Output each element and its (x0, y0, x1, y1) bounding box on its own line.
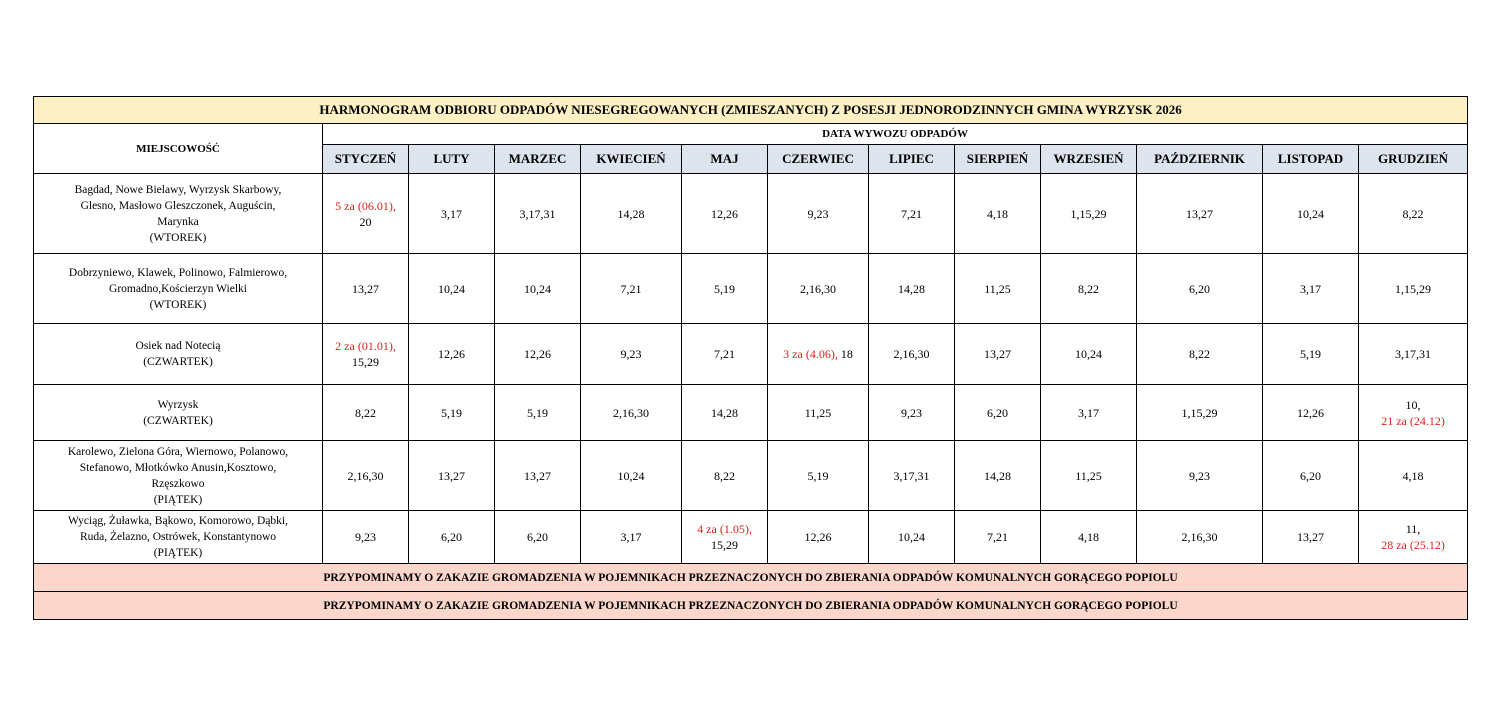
date-cell-jun: 5,19 (768, 441, 869, 511)
location-line: Karolewo, Zielona Góra, Wiernowo, Polanowo, (67, 445, 289, 458)
pickup-dates: 11, (1405, 522, 1421, 536)
month-header-mar: MARZEC (495, 145, 581, 174)
date-cell-nov: 12,26 (1263, 385, 1359, 441)
rescheduled-date: 28 za (25.12) (1381, 538, 1445, 552)
footer-row (34, 592, 1468, 620)
location-weekday: (PIĄTEK) (153, 493, 203, 506)
date-cell-mar: 3,17,31 (495, 174, 581, 254)
location-line: Gromadno,Kościerzyn Wielki (109, 282, 247, 295)
date-column-header: DATA WYWOZU ODPADÓW (323, 124, 1468, 145)
date-header-row (34, 124, 1468, 145)
rescheduled-date: 21 za (24.12) (1381, 413, 1445, 428)
date-cell-mar: 10,24 (495, 254, 581, 324)
pickup-dates: 18 (837, 347, 853, 361)
table-row (34, 324, 1468, 385)
title-row (34, 97, 1468, 124)
date-cell-oct: 6,20 (1137, 254, 1263, 324)
date-cell-oct: 13,27 (1137, 174, 1263, 254)
date-cell-jul: 14,28 (869, 254, 955, 324)
location-line: Wyciąg, Żuławka, Bąkowo, Komorowo, Dąbki, (68, 515, 288, 527)
date-cell-aug: 11,25 (955, 254, 1041, 324)
date-cell-may: 14,28 (682, 385, 768, 441)
location-line: Osiek nad Notecią (135, 340, 221, 352)
date-cell-mar: 12,26 (495, 324, 581, 385)
date-cell-feb: 10,24 (409, 254, 495, 324)
month-header-nov: LISTOPAD (1263, 145, 1359, 174)
location-cell (34, 324, 323, 385)
month-header-oct: PAŹDZIERNIK (1137, 145, 1263, 174)
date-cell-aug: 4,18 (955, 174, 1041, 254)
month-header-dec: GRUDZIEŃ (1359, 145, 1468, 174)
date-cell-jan (323, 174, 409, 254)
date-cell-dec (1359, 385, 1468, 441)
location-weekday: (WTOREK) (149, 231, 207, 244)
date-cell-dec (1359, 511, 1468, 564)
date-cell-jul: 7,21 (869, 174, 955, 254)
date-cell-sep: 4,18 (1041, 511, 1137, 564)
date-cell-aug: 14,28 (955, 441, 1041, 511)
location-weekday: (WTOREK) (149, 298, 207, 311)
date-cell-mar: 6,20 (495, 511, 581, 564)
date-cell-jul: 3,17,31 (869, 441, 955, 511)
date-cell-apr: 10,24 (581, 441, 682, 511)
location-cell (34, 254, 323, 324)
date-cell-oct: 9,23 (1137, 441, 1263, 511)
date-cell-dec: 8,22 (1359, 174, 1468, 254)
month-header-jan: STYCZEŃ (323, 145, 409, 174)
pickup-dates: 15,29 (352, 355, 379, 369)
date-cell-feb: 6,20 (409, 511, 495, 564)
table-row (34, 174, 1468, 254)
date-cell-jul: 2,16,30 (869, 324, 955, 385)
date-cell-dec: 3,17,31 (1359, 324, 1468, 385)
date-cell-dec: 4,18 (1359, 441, 1468, 511)
month-header-feb: LUTY (409, 145, 495, 174)
date-cell-jun: 2,16,30 (768, 254, 869, 324)
location-line: Rzęszkowo (151, 477, 205, 490)
date-cell-aug: 6,20 (955, 385, 1041, 441)
location-cell (34, 511, 323, 564)
date-cell-jun: 12,26 (768, 511, 869, 564)
ash-warning-note: PRZYPOMINAMY O ZAKAZIE GROMADZENIA W POJEMNIKACH PRZEZNACZONYCH DO ZBIERANIA ODPADÓW KOMUNALNYCH GORĄCEGO POPIOLU (34, 564, 1468, 592)
date-cell-oct: 1,15,29 (1137, 385, 1263, 441)
date-cell-oct: 8,22 (1137, 324, 1263, 385)
table-row (34, 441, 1468, 511)
location-line: Marynka (157, 215, 199, 228)
date-cell-feb: 13,27 (409, 441, 495, 511)
table-title: HARMONOGRAM ODBIORU ODPADÓW NIESEGREGOWANYCH (ZMIESZANYCH) Z POSESJI JEDNORODZINNYCH GMINA WYRZYSK 2026 (34, 97, 1468, 124)
date-cell-nov: 3,17 (1263, 254, 1359, 324)
location-cell (34, 441, 323, 511)
table-row (34, 511, 1468, 564)
location-line: Glesno, Masłowo Gleszczonek, Auguścin, (80, 199, 276, 212)
location-line: Wyrzysk (157, 398, 199, 411)
location-cell (34, 174, 323, 254)
rescheduled-date: 3 za (4.06), (783, 347, 838, 361)
location-line: Ruda, Żelazno, Ostrówek, Konstantynowo (79, 531, 277, 543)
date-cell-apr: 2,16,30 (581, 385, 682, 441)
location-cell (34, 385, 323, 441)
month-header-aug: SIERPIEŃ (955, 145, 1041, 174)
date-cell-mar: 5,19 (495, 385, 581, 441)
month-header-apr: KWIECIEŃ (581, 145, 682, 174)
location-line: Dobrzyniewo, Klawek, Polinowo, Falmierowo, (68, 266, 288, 279)
rescheduled-date: 2 za (01.01), (335, 339, 396, 353)
date-cell-nov: 13,27 (1263, 511, 1359, 564)
date-cell-may: 5,19 (682, 254, 768, 324)
location-weekday: (PIĄTEK) (153, 547, 203, 559)
pickup-dates: 10, (1405, 397, 1421, 412)
date-cell-sep: 11,25 (1041, 441, 1137, 511)
date-cell-may: 7,21 (682, 324, 768, 385)
date-cell-jan (323, 324, 409, 385)
location-line: Stefanowo, Młotkówko Anusin,Kosztowo, (79, 461, 277, 474)
ash-warning-note: PRZYPOMINAMY O ZAKAZIE GROMADZENIA W POJEMNIKACH PRZEZNACZONYCH DO ZBIERANIA ODPADÓW KOMUNALNYCH GORĄCEGO POPIOLU (34, 592, 1468, 620)
table-row (34, 385, 1468, 441)
date-cell-sep: 10,24 (1041, 324, 1137, 385)
date-cell-apr: 9,23 (581, 324, 682, 385)
month-header-jun: CZERWIEC (768, 145, 869, 174)
location-column-header: MIEJSCOWOŚĆ (34, 124, 323, 174)
date-cell-mar: 13,27 (495, 441, 581, 511)
date-cell-sep: 8,22 (1041, 254, 1137, 324)
pickup-dates: 20 (359, 214, 372, 229)
table-row (34, 254, 1468, 324)
date-cell-jan: 8,22 (323, 385, 409, 441)
month-header-jul: LIPIEC (869, 145, 955, 174)
month-header-sep: WRZESIEŃ (1041, 145, 1137, 174)
rescheduled-date: 5 za (06.01), (335, 198, 396, 213)
date-cell-aug: 13,27 (955, 324, 1041, 385)
date-cell-nov: 5,19 (1263, 324, 1359, 385)
date-cell-feb: 12,26 (409, 324, 495, 385)
date-cell-jul: 9,23 (869, 385, 955, 441)
date-cell-apr: 14,28 (581, 174, 682, 254)
date-cell-apr: 3,17 (581, 511, 682, 564)
date-cell-jun (768, 324, 869, 385)
rescheduled-date: 4 za (1.05), (697, 522, 752, 536)
location-line: Bagdad, Nowe Bielawy, Wyrzysk Skarbowy, (74, 183, 282, 196)
date-cell-may: 8,22 (682, 441, 768, 511)
pickup-dates: 15,29 (711, 538, 738, 552)
footer-row (34, 564, 1468, 592)
date-cell-dec: 1,15,29 (1359, 254, 1468, 324)
date-cell-jan: 13,27 (323, 254, 409, 324)
date-cell-nov: 10,24 (1263, 174, 1359, 254)
date-cell-feb: 3,17 (409, 174, 495, 254)
month-header-may: MAJ (682, 145, 768, 174)
location-weekday: (CZWARTEK) (143, 356, 213, 368)
waste-schedule-table (33, 96, 1468, 620)
date-cell-jun: 11,25 (768, 385, 869, 441)
date-cell-feb: 5,19 (409, 385, 495, 441)
date-cell-aug: 7,21 (955, 511, 1041, 564)
date-cell-jun: 9,23 (768, 174, 869, 254)
date-cell-oct: 2,16,30 (1137, 511, 1263, 564)
date-cell-nov: 6,20 (1263, 441, 1359, 511)
date-cell-may (682, 511, 768, 564)
date-cell-may: 12,26 (682, 174, 768, 254)
date-cell-jan: 2,16,30 (323, 441, 409, 511)
date-cell-sep: 1,15,29 (1041, 174, 1137, 254)
location-weekday: (CZWARTEK) (143, 414, 213, 427)
date-cell-jan: 9,23 (323, 511, 409, 564)
date-cell-jul: 10,24 (869, 511, 955, 564)
date-cell-sep: 3,17 (1041, 385, 1137, 441)
date-cell-apr: 7,21 (581, 254, 682, 324)
